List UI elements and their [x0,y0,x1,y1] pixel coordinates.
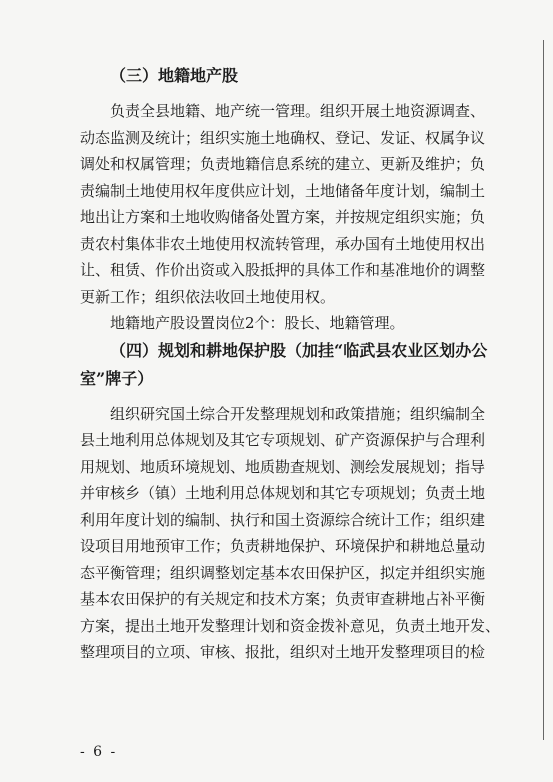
paragraph-line: 责农村集体非农土地使用权流转管理，承办国有土地使用权出 [80,234,486,253]
paragraph-line: 基本农田保护的有关规定和技术方案；负责审查耕地占补平衡 [80,590,486,608]
paragraph-line: 态平衡管理；组织调整划定基本农田保护区，拟定并组织实施 [80,563,486,582]
section-3-heading: （三）地籍地产股 [110,66,239,85]
paragraph-line: 让、租赁、作价出资或入股抵押的具体工作和基准地价的调整 [80,261,486,279]
paragraph-line: 县土地利用总体规划及其它专项规划、矿产资源保护与合理利 [80,431,486,449]
paragraph-line: 并审核乡（镇）土地利用总体规划和其它专项规划；负责土地 [80,484,486,502]
paragraph-line: 动态监测及统计；组织实施土地确权、登记、发证、权属争议 [80,128,486,147]
paragraph-line: 负责全县地籍、地产统一管理。组织开展土地资源调查、 [110,102,486,120]
paragraph-line: 调处和权属管理；负责地籍信息系统的建立、更新及维护；负 [80,155,486,173]
paragraph-line: 组织研究国土综合开发整理规划和政策措施；组织编制全 [110,404,486,423]
paragraph-line: 地出让方案和土地收购储备处置方案，并按规定组织实施；负 [80,208,486,226]
section-3-paragraph [80,98,510,337]
paragraph-line: 用规划、地质环境规划、地质勘查规划、测绘发展规划；指导 [80,457,486,476]
page-content [80,62,510,666]
posts-line: 地籍地产股设置岗位2个：股长、地籍管理。 [110,314,405,332]
scan-edge-line [543,40,544,740]
paragraph-line: 责编制土地使用权年度供应计划，土地储备年度计划，编制土 [80,181,486,200]
paragraph-line: 整理项目的立项、审核、报批，组织对土地开发整理项目的检 [80,643,486,661]
section-4-heading: （四）规划和耕地保护股（加挂“临武县农业区划办公 室”牌子） [80,340,488,388]
page-number: - 6 - [80,744,118,760]
paragraph-line: 设项目用地预审工作；负责耕地保护、环境保护和耕地总量动 [80,537,486,555]
section-4-paragraph [80,401,510,666]
paragraph-line: 利用年度计划的编制、执行和国土资源综合统计工作；组织建 [80,510,486,529]
paragraph-line: 更新工作；组织依法收回土地使用权。 [80,287,336,306]
paragraph-line: 方案，提出土地开发整理计划和资金拨补意见，负责土地开发、 [80,616,501,635]
